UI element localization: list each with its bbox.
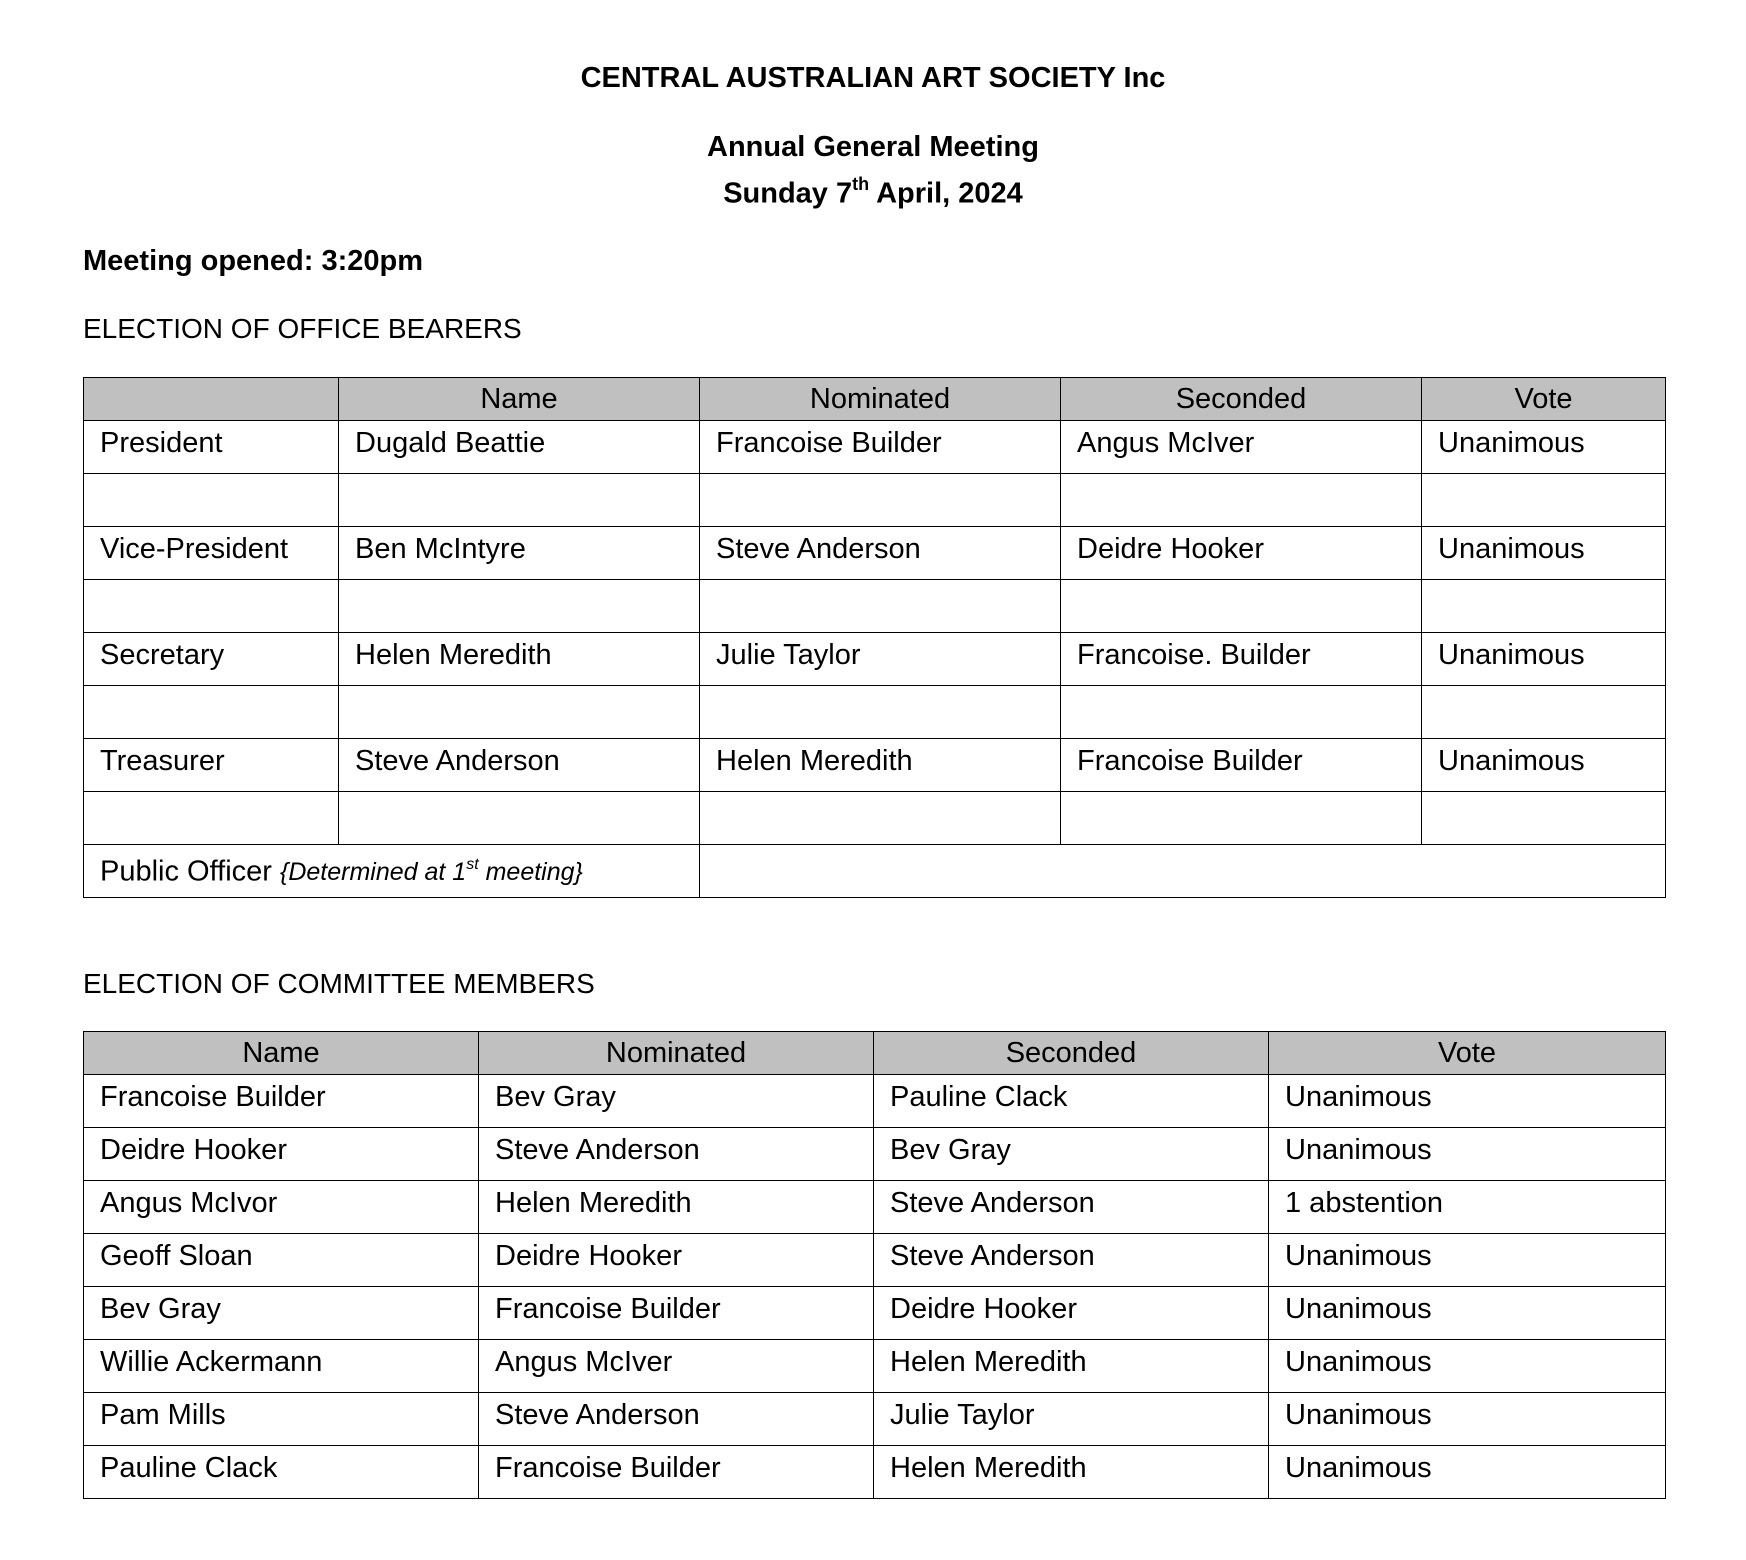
table-cell: Unanimous [1269,1393,1666,1446]
table-row [84,739,1666,792]
table-cell: Francoise Builder [700,421,1061,474]
table-cell: Steve Anderson [339,739,700,792]
table-cell: Bev Gray [84,1287,479,1340]
table-cell: Unanimous [1422,739,1666,792]
table-cell [1061,580,1422,633]
public-officer-row [84,845,1666,898]
table-cell [84,580,339,633]
table-cell: Steve Anderson [874,1234,1269,1287]
table-cell: Francoise Builder [479,1446,874,1499]
table-cell [1422,792,1666,845]
table-row [84,1446,1666,1499]
table-cell: Unanimous [1269,1234,1666,1287]
public-officer-label-cell [84,845,700,898]
table-row [84,580,1666,633]
column-header: Seconded [874,1032,1269,1075]
table-cell: Unanimous [1269,1340,1666,1393]
table-cell: Ben McIntyre [339,527,700,580]
table-cell: Deidre Hooker [874,1287,1269,1340]
organisation-title: CENTRAL AUSTRALIAN ART SOCIETY Inc [580,62,1166,94]
table-cell [700,474,1061,527]
table-cell [1422,474,1666,527]
table-cell: Unanimous [1422,633,1666,686]
table-cell [700,580,1061,633]
table-cell: Unanimous [1422,421,1666,474]
table-cell: Julie Taylor [874,1393,1269,1446]
public-officer-note-post: meeting} [478,858,583,887]
committee-members-table [83,1031,1666,1499]
table-cell: Angus McIver [1061,421,1422,474]
table-cell [700,792,1061,845]
table-cell: Deidre Hooker [479,1234,874,1287]
table-cell: Deidre Hooker [84,1128,479,1181]
table-cell [1061,474,1422,527]
public-officer-value [700,845,1666,898]
column-header: Name [84,1032,479,1075]
table-cell: Steve Anderson [479,1128,874,1181]
table-cell: Steve Anderson [874,1181,1269,1234]
table-cell: Willie Ackermann [84,1340,479,1393]
table-row [84,633,1666,686]
table-cell [1061,686,1422,739]
table-cell: Helen Meredith [479,1181,874,1234]
table-cell: Helen Meredith [874,1340,1269,1393]
table-row [84,421,1666,474]
office-bearers-table [83,377,1666,898]
public-officer-note [280,858,583,886]
public-officer-label: Public Officer [100,855,272,888]
table-cell [84,474,339,527]
table-cell: Francoise. Builder [1061,633,1422,686]
column-header: Vote [1422,378,1666,421]
table-cell: Francoise Builder [479,1287,874,1340]
table-cell: 1 abstention [1269,1181,1666,1234]
table-cell: Pauline Clack [874,1075,1269,1128]
office-bearers-heading: ELECTION OF OFFICE BEARERS [83,313,522,344]
table-cell: Angus McIver [479,1340,874,1393]
table-cell: Bev Gray [479,1075,874,1128]
table-row [84,1075,1666,1128]
table-cell: Dugald Beattie [339,421,700,474]
table-row [84,686,1666,739]
table-cell [84,686,339,739]
column-header: Nominated [700,378,1061,421]
office-bearers-header-row [84,378,1666,421]
column-header: Name [339,378,700,421]
table-cell: Francoise Builder [84,1075,479,1128]
table-cell: Steve Anderson [700,527,1061,580]
table-cell: Steve Anderson [479,1393,874,1446]
table-row [84,792,1666,845]
table-cell: Unanimous [1422,527,1666,580]
meeting-title: Annual General Meeting [707,131,1039,163]
column-header: Nominated [479,1032,874,1075]
table-cell: Francoise Builder [1061,739,1422,792]
table-row [84,1181,1666,1234]
table-cell: Helen Meredith [874,1446,1269,1499]
table-cell [84,792,339,845]
table-row [84,1287,1666,1340]
table-cell: Julie Taylor [700,633,1061,686]
table-row [84,1234,1666,1287]
table-row [84,1128,1666,1181]
table-row [84,527,1666,580]
meeting-date-suffix: th [852,174,870,194]
table-cell [339,580,700,633]
table-cell: Unanimous [1269,1128,1666,1181]
public-officer-note-suffix: st [466,856,479,873]
meeting-date-rest: April, 2024 [869,177,1023,210]
table-row [84,1393,1666,1446]
table-cell [339,686,700,739]
table-cell: Pam Mills [84,1393,479,1446]
table-cell: Geoff Sloan [84,1234,479,1287]
table-cell [339,474,700,527]
meeting-date [0,176,1746,211]
table-cell [1422,686,1666,739]
public-officer-note-pre: {Determined at 1 [279,858,467,887]
table-cell: Pauline Clack [84,1446,479,1499]
column-header: Vote [1269,1032,1666,1075]
table-row [84,1340,1666,1393]
table-cell [1422,580,1666,633]
meeting-opened: Meeting opened: 3:20pm [83,245,423,277]
committee-heading: ELECTION OF COMMITTEE MEMBERS [83,968,595,999]
table-cell: Angus McIvor [84,1181,479,1234]
table-cell: Secretary [84,633,339,686]
table-cell: Treasurer [84,739,339,792]
table-cell [339,792,700,845]
meeting-date-day: Sunday 7 [723,177,853,210]
table-cell: Deidre Hooker [1061,527,1422,580]
table-row [84,474,1666,527]
table-cell: Bev Gray [874,1128,1269,1181]
column-header: Seconded [1061,378,1422,421]
table-cell: Unanimous [1269,1446,1666,1499]
table-cell: Helen Meredith [339,633,700,686]
table-cell: Unanimous [1269,1287,1666,1340]
table-cell [1061,792,1422,845]
table-cell: Unanimous [1269,1075,1666,1128]
committee-header-row [84,1032,1666,1075]
table-cell [700,686,1061,739]
column-header [84,378,339,421]
table-cell: Vice-President [84,527,339,580]
table-cell: Helen Meredith [700,739,1061,792]
table-cell: President [84,421,339,474]
